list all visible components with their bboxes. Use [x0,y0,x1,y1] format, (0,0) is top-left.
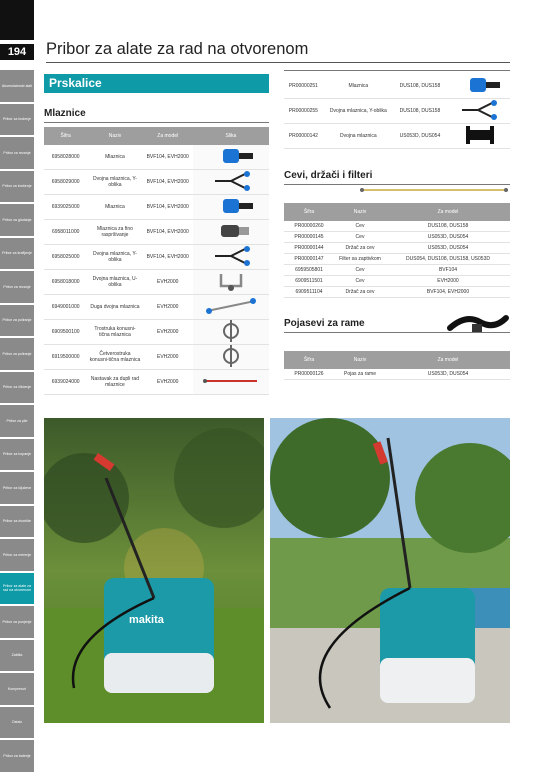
sidebar-tab[interactable]: Pribor za poliranje [0,305,34,337]
cell-naziv: Dvojna mlaznica, U-oblika [87,270,142,295]
sidebar-tab[interactable]: Pribor za bušenje [0,104,34,136]
page-number: 194 [0,44,34,60]
cell-naziv: Dvojna mlaznica [323,124,394,149]
cell-sifra: 6958029000 [44,170,87,195]
table-row [44,270,269,295]
product-photo-pool [270,418,510,723]
page-title: Pribor za alate za rad na otvorenom [46,40,309,58]
table-row [284,232,510,243]
category-sidebar [0,70,34,774]
cell-naziv: Dvojna mlaznica, Y-oblika [87,245,142,270]
mlaznice-divider [44,122,269,123]
cell-naziv: Mlaznica [87,145,142,170]
cell-sifra: 6939024000 [44,370,87,395]
heading-mlaznice: Mlaznice [44,108,86,119]
cell-sifra: 6949001000 [44,295,87,320]
col-sifra: Šifra [284,203,334,221]
sidebar-tab[interactable]: Kompresori [0,673,34,705]
sidebar-tab[interactable]: Pribor za punjenje [0,606,34,638]
table-row [284,254,510,265]
mlaznice-table [44,127,269,395]
brand-logo: makita [129,614,164,626]
cell-model: EVH2000 [143,270,193,295]
col-naziv: Naziv [87,127,142,145]
sidebar-tab[interactable]: Pribor za rezanje [0,271,34,303]
cell-model: DUS108, DUS158 [394,99,446,124]
table-row [284,124,510,149]
u-nozzle-icon [193,270,269,295]
top-table-divider [284,70,510,71]
table-row [44,170,269,195]
col-sifra: Šifra [284,351,334,369]
cell-model: BVF104, EVH2000 [143,195,193,220]
cell-naziv: Četverostruka konusni-tična mlaznica [87,345,142,370]
table-row [284,369,510,380]
heading-pojasevi: Pojasevi za rame [284,318,365,329]
cell-naziv: Nastavak za dupli rad mlaznice [87,370,142,395]
cell-model: BVF104, EVH2000 [143,245,193,270]
cell-model: DUS108, DUS158 [394,74,446,99]
col-model: Za model [386,351,510,369]
table-row [44,245,269,270]
extension-icon [193,370,269,395]
cell-sifra: PR00000251 [284,74,323,99]
nozzle-icon [193,195,269,220]
sidebar-tab[interactable]: Pribor za glodanje [0,204,34,236]
cell-sifra: 6958018000 [44,270,87,295]
cell-sifra: PR00000260 [284,221,334,232]
heading-cevi: Cevi, držači i filteri [284,170,373,181]
table-row [284,265,510,276]
cell-sifra: 6958011000 [44,220,87,245]
top-black-strip [0,0,34,40]
cell-model: DUS054, DUS108, DUS158, US053D [386,254,510,265]
cell-model: BVF104, EVH2000 [143,145,193,170]
cell-naziv: Držač za cev [334,243,386,254]
cell-naziv: Mlaznica za fino raspršivanje [87,220,142,245]
cell-sifra: PR00000126 [284,369,334,380]
cell-model: EVH2000 [386,276,510,287]
pojasevi-table [284,351,510,380]
sidebar-tab[interactable]: Pribor za rezanje [0,137,34,169]
col-naziv: Naziv [334,351,386,369]
sidebar-tab[interactable]: Pribor za čišćenje [0,372,34,404]
table-row [44,220,269,245]
sidebar-tab[interactable]: Pribor za kopanje [0,439,34,471]
cell-naziv: Mlaznica [87,195,142,220]
section-banner-prskalice: Prskalice [44,74,269,93]
sidebar-tab[interactable]: Ostalo [0,707,34,739]
col-model: Za model [386,203,510,221]
sidebar-tab[interactable]: Pribor za ključeve [0,472,34,504]
cell-naziv: Filter sa zaptivkom [334,254,386,265]
cell-model: US053D, DUS054 [386,232,510,243]
cell-model: EVH2000 [143,320,193,345]
cell-naziv: Trostruka konusni-tična mlaznica [87,320,142,345]
sidebar-tab[interactable]: Zaštita [0,640,34,672]
cell-naziv: Cev [334,232,386,243]
table-row [284,276,510,287]
sidebar-tab[interactable]: Akumulatorski alati [0,70,34,102]
table-row [44,320,269,345]
cell-model: US053D, DUS054 [386,243,510,254]
table-row [284,221,510,232]
cell-model: EVH2000 [143,295,193,320]
cell-naziv: Držač za cev [334,287,386,298]
top-nozzle-table [284,74,510,149]
cell-naziv: Dvojna mlaznica, Y-oblika [87,170,142,195]
col-naziv: Naziv [334,203,386,221]
nozzle-icon [446,74,510,99]
cell-sifra: 6909511501 [284,276,334,287]
sidebar-tab[interactable]: Pribor za brušenje [0,171,34,203]
sidebar-tab[interactable]: Pribor za dvorište [0,506,34,538]
table-row [284,243,510,254]
y-nozzle-icon [193,245,269,270]
sidebar-tab[interactable]: Pribor za alate za rad na otvorenom [0,573,34,605]
cell-model: BVF104, EVH2000 [386,287,510,298]
cell-model: EVH2000 [143,345,193,370]
table-row [44,145,269,170]
title-divider [46,62,510,63]
shoulder-strap-image [446,310,510,340]
cell-model: BVF104, EVH2000 [143,170,193,195]
cell-sifra: 6959505801 [284,265,334,276]
sidebar-tab[interactable]: Pribor za merenje [0,539,34,571]
fine-nozzle-icon [193,220,269,245]
table-row [44,370,269,395]
cell-sifra: 6958025000 [44,245,87,270]
cell-model: BVF104, EVH2000 [143,220,193,245]
cell-naziv: Cev [334,265,386,276]
y-nozzle-icon [446,99,510,124]
cell-sifra: 6939025000 [44,195,87,220]
cell-naziv: Cev [334,221,386,232]
cell-model: BVF104 [386,265,510,276]
cell-sifra: 6909511104 [284,287,334,298]
quad-nozzle-icon [193,345,269,370]
table-row [284,287,510,298]
hose-image [360,178,510,200]
double-nozzle-icon [446,124,510,149]
table-row [284,74,510,99]
col-model: Za model [143,127,193,145]
table-row [44,345,269,370]
cell-sifra: 6958028000 [44,145,87,170]
cell-naziv: Mlaznica [323,74,394,99]
table-row [44,195,269,220]
y-nozzle-icon [193,170,269,195]
sidebar-tab[interactable]: Pribor za pile [0,405,34,437]
cell-sifra: PR00000144 [284,243,334,254]
cell-model: US053D, DUS054 [394,124,446,149]
sidebar-tab[interactable]: Pribor za šrafljenje [0,238,34,270]
cevi-table [284,203,510,298]
cell-naziv: Dvojna mlaznica, Y-oblika [323,99,394,124]
sidebar-tab[interactable]: Pribor za baterije [0,740,34,772]
sidebar-tab[interactable]: Pribor za poliranje [0,338,34,370]
cell-sifra: PR00000147 [284,254,334,265]
col-sifra: Šifra [44,127,87,145]
nozzle-icon [193,145,269,170]
long-nozzle-icon [193,295,269,320]
col-slika: Slika [193,127,269,145]
cell-naziv: Pojas za rame [334,369,386,380]
table-row [284,99,510,124]
triple-nozzle-icon [193,320,269,345]
cell-sifra: 6919500000 [44,345,87,370]
cell-model: EVH2000 [143,370,193,395]
cell-naziv: Cev [334,276,386,287]
cell-sifra: PR00000145 [284,232,334,243]
cell-model: DUS108, DUS158 [386,221,510,232]
table-row [44,295,269,320]
cell-sifra: PR00000255 [284,99,323,124]
product-photo-garden [44,418,264,723]
cell-sifra: 6909500100 [44,320,87,345]
cell-naziv: Duga dvojna mlaznica [87,295,142,320]
cell-sifra: PR00000142 [284,124,323,149]
cell-model: US053D, DUS054 [386,369,510,380]
